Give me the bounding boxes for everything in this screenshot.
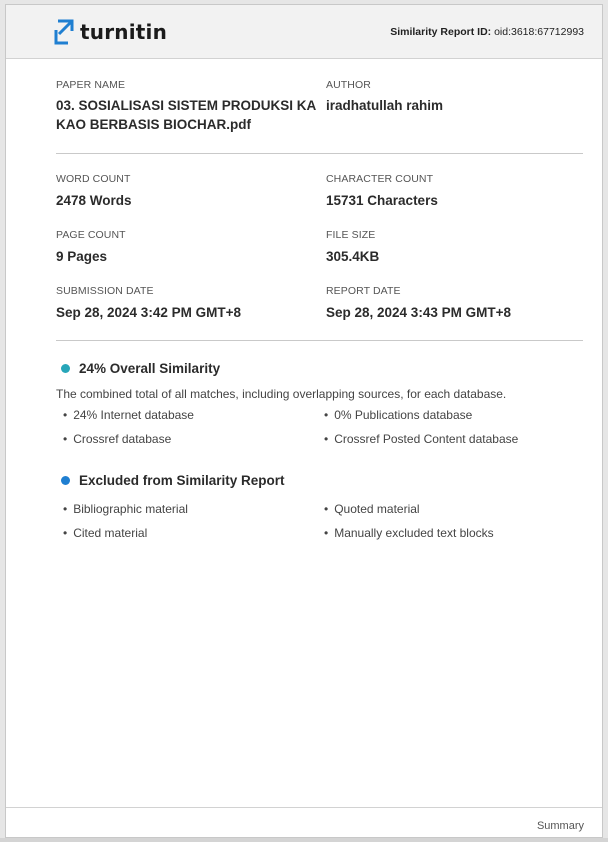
report-date-value: Sep 28, 2024 3:43 PM GMT+8 <box>326 305 511 320</box>
footer-divider <box>6 807 602 808</box>
list-item: • Bibliographic material <box>63 502 188 516</box>
submission-date-value: Sep 28, 2024 3:42 PM GMT+8 <box>56 305 241 320</box>
paper-name-line-2: KAO BERBASIS BIOCHAR.pdf <box>56 117 251 132</box>
list-item: • Manually excluded text blocks <box>324 526 494 540</box>
file-size-value: 305.4KB <box>326 249 380 264</box>
word-count-label: WORD COUNT <box>56 173 131 185</box>
paper-name-label: PAPER NAME <box>56 79 126 91</box>
list-item: • 24% Internet database <box>63 408 194 422</box>
turnitin-logo-mark-icon <box>54 18 76 46</box>
file-size-label: FILE SIZE <box>326 229 376 241</box>
divider <box>56 340 583 341</box>
report-id-label: Similarity Report ID: <box>390 26 492 38</box>
similarity-report-id <box>390 26 584 38</box>
character-count-label: CHARACTER COUNT <box>326 173 434 185</box>
divider <box>56 153 583 154</box>
page-count-label: PAGE COUNT <box>56 229 126 241</box>
word-count-value: 2478 Words <box>56 193 132 208</box>
similarity-dot-icon <box>61 364 70 373</box>
report-header <box>6 5 602 59</box>
excluded-title-text: Excluded from Similarity Report <box>79 473 285 488</box>
list-item: • Crossref Posted Content database <box>324 432 518 446</box>
list-item: • 0% Publications database <box>324 408 472 422</box>
list-item: • Quoted material <box>324 502 420 516</box>
logo-text: turnitin <box>80 20 168 44</box>
submission-date-label: SUBMISSION DATE <box>56 285 154 297</box>
overall-similarity-text: 24% Overall Similarity <box>79 361 221 376</box>
list-item: • Crossref database <box>63 432 171 446</box>
turnitin-logo <box>54 17 167 47</box>
report-id-value: oid:3618:67712993 <box>494 26 584 38</box>
paper-name-line-1: 03. SOSIALISASI SISTEM PRODUKSI KA <box>56 98 317 113</box>
page-count-value: 9 Pages <box>56 249 108 264</box>
similarity-description: The combined total of all matches, including overlapping sources, for each database. <box>56 387 507 401</box>
overall-similarity-title <box>61 361 220 376</box>
character-count-value: 15731 Characters <box>326 193 438 208</box>
author-label: AUTHOR <box>326 79 371 91</box>
list-item: • Cited material <box>63 526 147 540</box>
footer-summary-label: Summary <box>536 820 584 832</box>
author-value: iradhatullah rahim <box>326 98 444 113</box>
excluded-title <box>61 473 285 488</box>
viewer-bottom-strip <box>0 838 608 842</box>
report-date-label: REPORT DATE <box>326 285 401 297</box>
excluded-dot-icon <box>61 476 70 485</box>
report-page <box>5 4 603 838</box>
